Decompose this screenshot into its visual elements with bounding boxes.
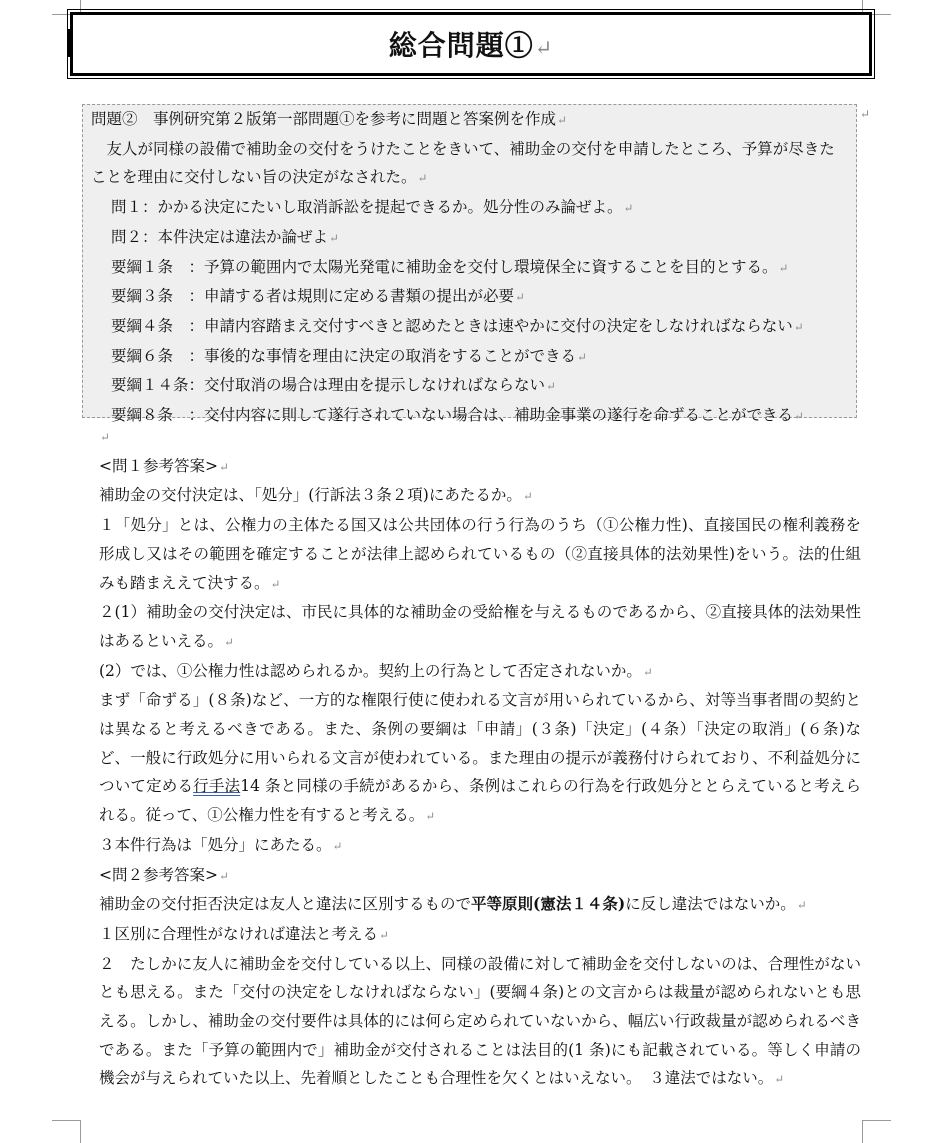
answer2-para1: １区別に合理性がなければ違法と考える↵ [99, 924, 389, 943]
rule-line: 要綱１４条：交付取消の場合は理由を提示しなければならない↵ [111, 376, 556, 395]
crop-mark-bottom-left [52, 1120, 81, 1143]
rule-line: 要綱３条 ：申請する者は規則に定める書類の提出が必要↵ [111, 287, 525, 306]
answer1-para2-1: ２(1）補助金の交付決定は、市民に具体的な補助金の受給権を与えるものであるから、②直接具体的法効果性はあるといえる。↵ [99, 603, 861, 650]
bold-principle: 平等原則(憲法１４条) [471, 894, 626, 914]
problem-heading: 問題② 事例研究第２版第一部問題①を参考に問題と答案例を作成↵ [91, 110, 567, 128]
problem-facts: 友人が同様の設備で補助金の交付をうけたことをきいて、補助金の交付を申請したところ、予算が尽きたことを理由に交付しない旨の決定がなされた。↵ [91, 139, 835, 187]
paragraph-mark: ↵ [534, 36, 554, 60]
rule-line: 要綱８条 ：交付内容に則して遂行されていない場合は、補助金事業の遂行を命ずることができる↵ [111, 406, 804, 425]
page-title[interactable]: 総合問題①↵ [388, 29, 554, 62]
problem-box[interactable] [82, 104, 857, 425]
answer1-heading: <問１参考答案>↵ [99, 456, 229, 475]
answer1-para2-2: (2）では、①公権力性は認められるか。契約上の行為として否定されないか。↵ [99, 661, 653, 680]
question-2: 問２：本件決定は違法か論ぜよ↵ [111, 227, 339, 246]
title-frame [70, 12, 872, 76]
answer1-para3: ３本件行為は「処分」にあたる。↵ [99, 835, 343, 854]
flagged-term: 行手法 [193, 777, 241, 796]
rule-line: 要綱１条 ：予算の範囲内で太陽光発電に補助金を交付し環境保全に資することを目的とする。↵ [111, 257, 789, 276]
answer2-heading: <問２参考答案>↵ [99, 865, 229, 884]
frame-tick [67, 29, 71, 57]
question-1: 問１：かかる決定にたいし取消訴訟を提起できるか。処分性のみ論ぜよ。↵ [111, 198, 634, 217]
answer1-para2-3: まず「命ずる」(８条)など、一方的な権限行使に使われる文言が用いられているから、対等当事者間の契約とは異なると考えるべきである。また、条例の要綱は「申請」(３条)「決定」(４条）「決定の取消」(６条)など、一般に行政処分に用いられる文言が使われている。また理由の提示が義務付けられており、不利益処分について定める行手法14 条と同様の手続があるから、条例はこれらの行為を行政処分ととらえていると考えられる。従って、①公権力性を有すると考える。↵ [99, 691, 861, 825]
crop-mark-bottom-right [862, 1120, 891, 1143]
answer1-para1: １「処分」とは、公権力の主体たる国又は公共団体の行う行為のうち（①公権力性)、直接国民の権利義務を形成し又はその範囲を確定することが法律上認められているもの（②直接具体的法効果性)をいう。法的仕組みも踏まええて決する。↵ [99, 516, 861, 592]
answer1-issue: 補助金の交付決定は、「処分」(行訴法３条２項)にあたるか。↵ [99, 486, 533, 505]
paragraph-mark: ↵ [860, 107, 871, 121]
answer2-para2: ２ たしかに友人に補助金を交付している以上、同様の設備に対して補助金を交付しないのは、合理性がないとも思える。また「交付の決定をしなければならない」(要綱４条)との文言からは裁量が認められないとも思える。しかし、補助金の交付要件は具体的には何ら定められていないから、幅広い行政裁量が認められるべきである。また「予算の範囲内で」補助金が交付されることは法目的(1 条)にも記載されている。等しく申請の機会が与えられていた以上、先着順としたことも合理性を欠くとはいえない。 ３違法ではない。↵ [99, 954, 861, 1088]
empty-paragraph: ↵ [100, 430, 110, 444]
answer2-issue: 補助金の交付拒否決定は友人と違法に区別するもので平等原則(憲法１４条)に反し違法ではないか。↵ [99, 894, 807, 914]
rule-line: 要綱４条 ：申請内容踏まえ交付すべきと認めたときは速やかに交付の決定をしなければならない↵ [111, 316, 804, 335]
answer-section[interactable] [99, 422, 861, 1094]
rule-line: 要綱６条 ：事後的な事情を理由に決定の取消をすることができる↵ [111, 346, 587, 365]
